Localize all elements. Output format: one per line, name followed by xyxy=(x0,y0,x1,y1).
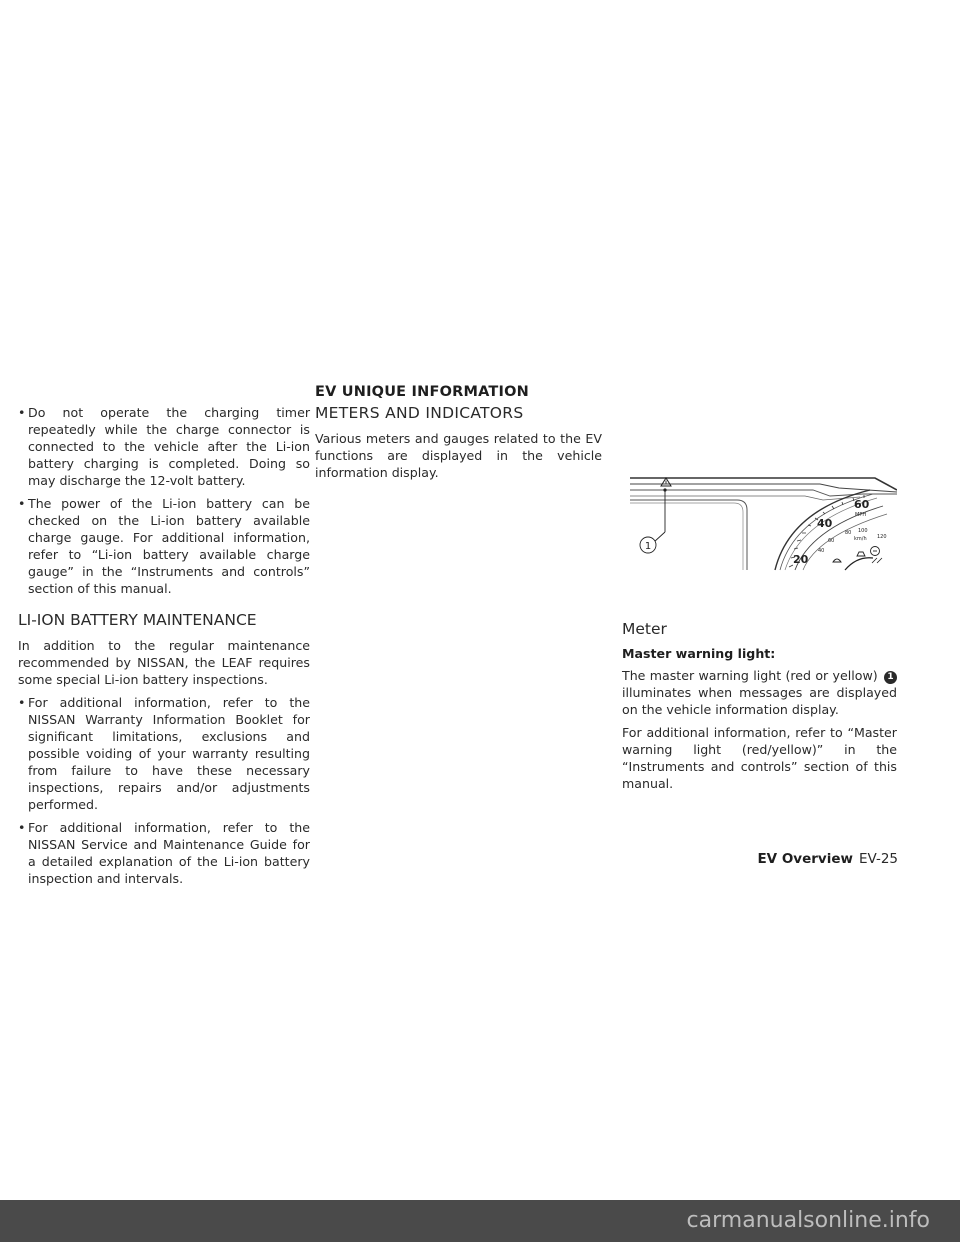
paragraph-text: illuminates when messages are displayed on the vehicle information display. xyxy=(622,685,897,717)
warning-triangle-icon xyxy=(661,478,671,486)
display-panel-edge xyxy=(630,500,747,570)
section-heading: LI-ION BATTERY MAINTENANCE xyxy=(18,611,257,629)
meter-illustration xyxy=(625,470,897,572)
reference-paragraph: For additional information, refer to “Master warning light (red/yellow)” in the “Instruments and controls” section of this manual. xyxy=(622,725,897,791)
list-item: • The power of the Li-ion battery can be checked on the Li-ion battery available charge gauge. For additional information, refer to “Li-ion battery available charge gauge” in the “Instruments and controls” section of this manual. xyxy=(18,495,310,597)
speed-label: 120 xyxy=(877,534,887,540)
speed-label: 60 xyxy=(828,538,835,544)
speed-label: 40 xyxy=(817,517,833,530)
page-number: EV-25 xyxy=(858,851,898,867)
maintenance-list xyxy=(18,694,310,887)
list-item: • For additional information, refer to the NISSAN Warranty Information Booklet for significant limitations, exclusions and possible voiding of your warranty resulting from failure to have these necessary inspections, repairs and/or adjustments performed. xyxy=(18,694,310,813)
maintenance-intro: In addition to the regular maintenance recommended by NISSAN, the LEAF requires some special Li-ion battery inspections. xyxy=(18,638,310,687)
left-column xyxy=(18,404,310,893)
eco-icon xyxy=(833,559,841,562)
section-subtitle: METERS AND INDICATORS xyxy=(315,404,524,422)
speed-label: 60 xyxy=(854,498,870,511)
speed-scale-labels xyxy=(793,498,887,566)
section-heading: Meter xyxy=(622,620,667,638)
master-warning-paragraph xyxy=(622,667,897,718)
display-panel-edge xyxy=(630,503,743,570)
speed-label: 20 xyxy=(793,553,809,566)
watermark-banner: carmanualsonline.info xyxy=(0,1200,960,1242)
page-footer xyxy=(748,848,898,867)
bezel-line xyxy=(630,496,860,500)
unit-label: MPH xyxy=(855,512,867,518)
footer-section-name: EV Overview xyxy=(757,851,853,867)
speed-label: 40 xyxy=(818,548,825,554)
subsection-heading: Master warning light: xyxy=(622,646,776,661)
callout-number: 1 xyxy=(644,541,652,552)
paragraph-text: The master warning light (red or yellow) xyxy=(622,668,878,683)
maintenance-section xyxy=(18,611,310,887)
charging-notes-list xyxy=(18,404,310,597)
speed-label: 100 xyxy=(858,528,868,534)
intro-paragraph: Various meters and gauges related to the EV functions are displayed in the vehicle information display. xyxy=(315,431,602,480)
car-icon xyxy=(857,552,865,556)
list-item: • Do not operate the charging timer repeatedly while the charge connector is connected to the vehicle after the Li-ion battery charging is completed. Doing so may discharge the 12-volt battery. xyxy=(18,404,310,489)
callout-marker: 1 xyxy=(884,671,897,684)
list-item: • For additional information, refer to the NISSAN Service and Maintenance Guide for a detailed explanation of the Li-ion battery inspection and intervals. xyxy=(18,819,310,887)
middle-column xyxy=(315,384,602,487)
page-title: EV UNIQUE INFORMATION xyxy=(315,384,529,400)
callout-1 xyxy=(640,488,667,553)
gauge-needle-arc xyxy=(845,558,873,570)
speed-label: 80 xyxy=(845,530,852,536)
unit-label: km/h xyxy=(854,536,867,542)
indicator-icons xyxy=(833,547,882,571)
right-column xyxy=(622,620,897,798)
